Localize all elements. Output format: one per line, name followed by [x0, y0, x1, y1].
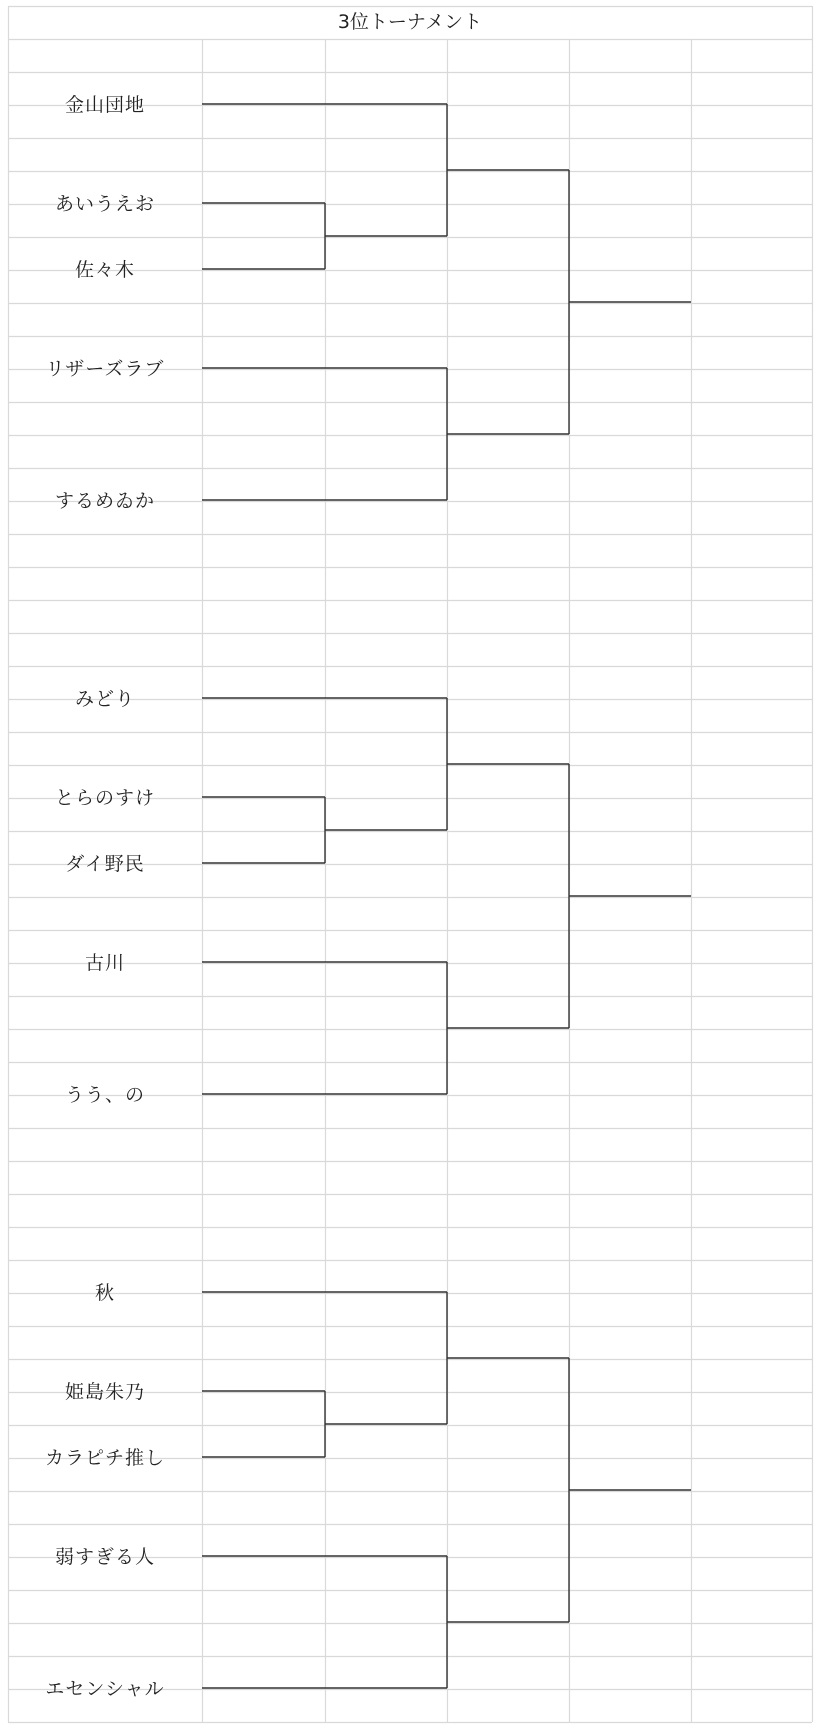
entry-name[interactable]: するめゐか	[54, 490, 155, 512]
entry-name[interactable]: 弱すぎる人	[54, 1546, 155, 1568]
entry-name[interactable]: うう、の	[64, 1084, 145, 1106]
entry-name[interactable]: 古川	[84, 952, 125, 974]
entry-name[interactable]: ダイ野民	[65, 853, 145, 875]
entry-name[interactable]: リザーズラブ	[45, 358, 165, 380]
entry-name[interactable]: 金山団地	[64, 94, 145, 116]
entry-name[interactable]: 佐々木	[74, 259, 135, 281]
entry-name[interactable]: カラピチ推し	[44, 1447, 165, 1469]
entry-name[interactable]: エセンシャル	[45, 1678, 165, 1700]
entry-name[interactable]: 秋	[94, 1282, 115, 1304]
entry-name[interactable]: みどり	[74, 688, 135, 710]
entry-name[interactable]: 姫島朱乃	[64, 1381, 145, 1403]
sheet-title: 3位トーナメント	[337, 11, 483, 33]
entry-name[interactable]: とらのすけ	[54, 787, 155, 809]
entry-name[interactable]: あいうえお	[54, 193, 155, 215]
